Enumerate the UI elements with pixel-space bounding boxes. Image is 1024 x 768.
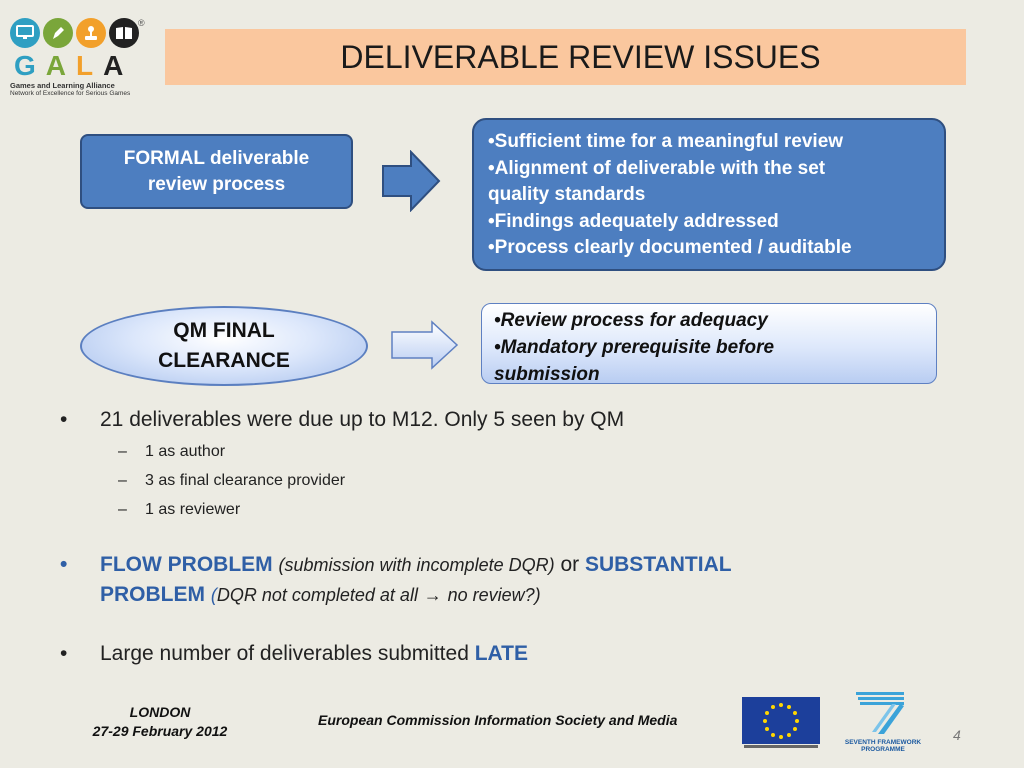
late-text: Large number of deliverables submitted	[100, 642, 469, 665]
qm-line-2: CLEARANCE	[158, 349, 290, 372]
logo-letter-g: G	[14, 50, 37, 81]
title-bar	[165, 29, 966, 85]
bullet-flow-problem-line2	[100, 581, 541, 609]
dqr-note: DQR not completed at all	[216, 585, 418, 605]
logo-subtitle: Games and Learning Alliance	[10, 81, 115, 90]
no-review-note: no review?)	[447, 585, 541, 605]
or-word: or	[560, 553, 580, 576]
criteria-item: •Process clearly documented / auditable	[488, 237, 852, 258]
criteria-item: •Findings adequately addressed	[488, 210, 779, 232]
arrow-right-icon	[381, 150, 441, 212]
logo-tagline: Network of Excellence for Serious Games	[10, 90, 131, 97]
bullet-marker: •	[60, 408, 68, 431]
logo-letter-l: L	[76, 50, 95, 81]
sub-bullet-clearance-provider: 3 as final clearance provider	[145, 472, 346, 489]
footer-dates: 27-29 February 2012	[92, 723, 228, 739]
sub-bullet-author: 1 as author	[145, 443, 226, 460]
joystick-icon	[76, 18, 106, 48]
flow-problem-note: (submission with incomplete DQR)	[278, 555, 555, 575]
book-icon	[109, 18, 139, 48]
review-item: •Mandatory prerequisite before	[494, 337, 775, 358]
arrow-right-icon: →	[423, 585, 442, 605]
fp7-logo	[838, 690, 928, 752]
footer-city: LONDON	[129, 704, 191, 720]
eu-flag-icon	[742, 697, 820, 749]
registered-mark: ®	[138, 18, 145, 28]
fp7-line2: PROGRAMME	[861, 746, 905, 753]
late-label: LATE	[474, 642, 528, 665]
criteria-item: •Sufficient time for a meaningful review	[488, 131, 844, 152]
criteria-item: quality standards	[488, 184, 646, 205]
bullet-late-submissions	[100, 640, 528, 668]
substantial-label: SUBSTANTIAL	[584, 553, 732, 576]
qm-final-clearance-ellipse	[80, 306, 368, 386]
qm-line-1: QM FINAL	[173, 319, 275, 342]
paren-open: (	[210, 585, 217, 605]
formal-review-label: FORMAL deliverable review process	[123, 147, 310, 195]
footer-ec-text: European Commission Information Society and Media	[318, 712, 678, 728]
bullet-deliverables-due: 21 deliverables were due up to M12. Only 5 seen by QM	[100, 408, 625, 431]
logo-word	[10, 50, 160, 82]
bullet-marker: •	[60, 553, 68, 576]
review-criteria-box	[472, 118, 946, 271]
review-item: •Review process for adequacy	[494, 310, 768, 331]
fp7-line1: SEVENTH FRAMEWORK	[844, 739, 922, 746]
review-item: submission	[494, 364, 600, 385]
review-requirements-box	[481, 303, 937, 384]
logo-letter-a2: A	[103, 50, 125, 81]
sub-bullet-marker: –	[118, 501, 127, 518]
flow-problem-label: FLOW PROBLEM	[100, 553, 273, 576]
logo-letter-a: A	[45, 50, 68, 81]
page-title: DELIVERABLE REVIEW ISSUES	[340, 38, 821, 75]
seven-icon	[838, 690, 928, 734]
bullet-marker: •	[60, 642, 68, 665]
sub-bullet-marker: –	[118, 443, 127, 460]
footer-location	[60, 703, 260, 741]
problem-label: PROBLEM	[100, 583, 205, 606]
bullet-flow-problem-line1	[100, 551, 732, 579]
criteria-item: •Alignment of deliverable with the set	[488, 157, 826, 179]
formal-review-box	[80, 134, 353, 209]
page-number: 4	[953, 727, 961, 743]
sub-bullet-reviewer: 1 as reviewer	[145, 501, 241, 518]
monitor-icon	[10, 18, 40, 48]
sub-bullet-marker: –	[118, 472, 127, 489]
gala-logo	[10, 18, 160, 108]
pen-icon	[43, 18, 73, 48]
arrow-right-light-icon	[390, 320, 460, 370]
